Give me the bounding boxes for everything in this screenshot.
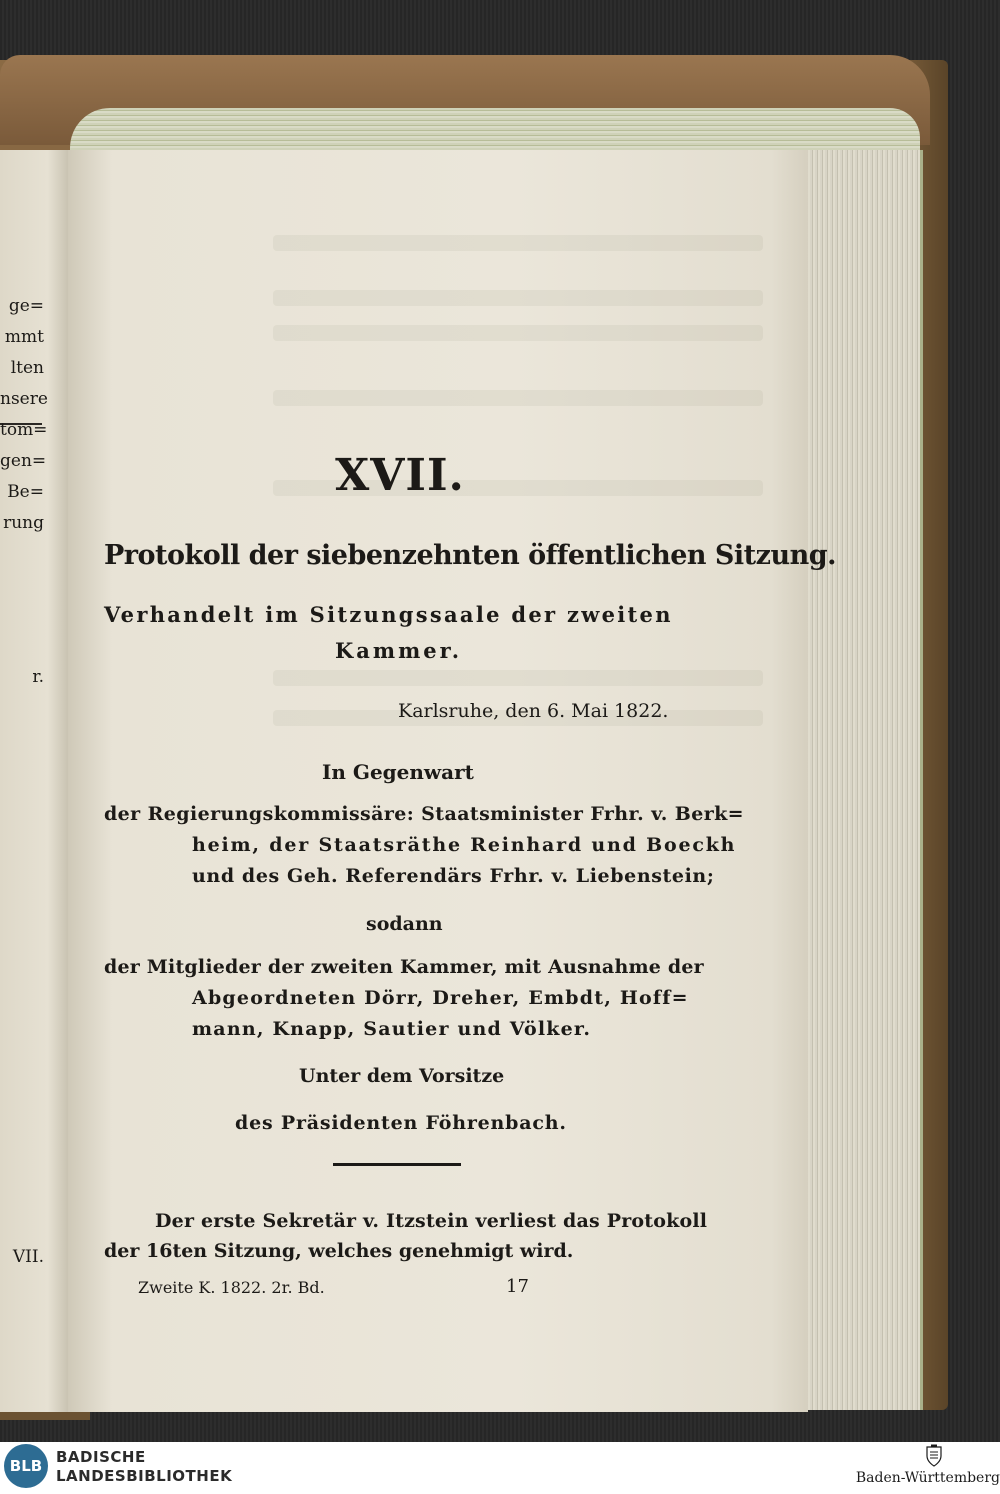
left-page-fragment: VII.: [12, 1247, 44, 1267]
library-name: [56, 1448, 232, 1486]
show-through-text: [273, 670, 763, 686]
left-page-fragment: mmt: [4, 327, 44, 347]
dateline: Karlsruhe, den 6. Mai 1822.: [398, 700, 669, 722]
show-through-text: [273, 235, 763, 251]
left-page-fragment: lten: [10, 358, 44, 378]
show-through-text: [273, 390, 763, 406]
library-name-line: BADISCHE: [56, 1448, 146, 1466]
members-line: der Mitglieder der zweiten Kammer, mit Ausnahme der: [104, 956, 704, 978]
show-through-text: [273, 290, 763, 306]
commissioners-line: der Regierungskommissäre: Staatsminister Frhr. v. Berk=: [104, 803, 744, 825]
page-block-side-edge: [800, 150, 923, 1410]
coat-of-arms-icon: [925, 1444, 943, 1468]
section-rule: [333, 1163, 461, 1166]
body-line: Der erste Sekretär v. Itzstein verliest das Protokoll: [155, 1210, 708, 1232]
commissioners-line: heim, der Staatsräthe Reinhard und Boeckh: [192, 834, 737, 856]
show-through-text: [273, 325, 763, 341]
subtitle-line: Kammer.: [335, 638, 463, 663]
page-number: 17: [506, 1276, 529, 1297]
presence-heading: In Gegenwart: [322, 760, 474, 784]
left-page-fragment: r.: [32, 667, 44, 687]
left-page-fragment: gen=: [0, 451, 47, 471]
state-label: Baden-Württemberg: [855, 1470, 1000, 1486]
left-page-fragment: Be=: [7, 482, 44, 502]
members-line: mann, Knapp, Sautier und Völker.: [192, 1018, 592, 1040]
blb-logo: BLB: [4, 1444, 48, 1488]
sodann-label: sodann: [366, 913, 443, 935]
members-line: Abgeordneten Dörr, Dreher, Embdt, Hoff=: [192, 987, 689, 1009]
subtitle-line: Verhandelt im Sitzungssaale der zweiten: [104, 602, 673, 627]
chair-name: des Präsidenten Föhrenbach.: [235, 1112, 567, 1134]
left-page-fragment: ge=: [8, 296, 44, 316]
chair-heading: Unter dem Vorsitze: [299, 1065, 505, 1087]
chapter-number: XVII.: [335, 450, 465, 501]
footer-bar: [0, 1442, 1000, 1494]
left-page-fragment: rung: [3, 513, 44, 533]
library-name-line: LANDESBIBLIOTHEK: [56, 1467, 233, 1485]
commissioners-line: und des Geh. Referendärs Frhr. v. Liebenstein;: [192, 865, 715, 887]
printer-signature: Zweite K. 1822. 2r. Bd.: [138, 1278, 325, 1297]
protocol-title: Protokoll der siebenzehnten öffentlichen Sitzung.: [104, 540, 837, 571]
left-page-fragment: nsere: [0, 389, 48, 409]
left-page-fragment: tom=: [0, 420, 48, 440]
body-line: der 16ten Sitzung, welches genehmigt wird.: [104, 1240, 574, 1262]
